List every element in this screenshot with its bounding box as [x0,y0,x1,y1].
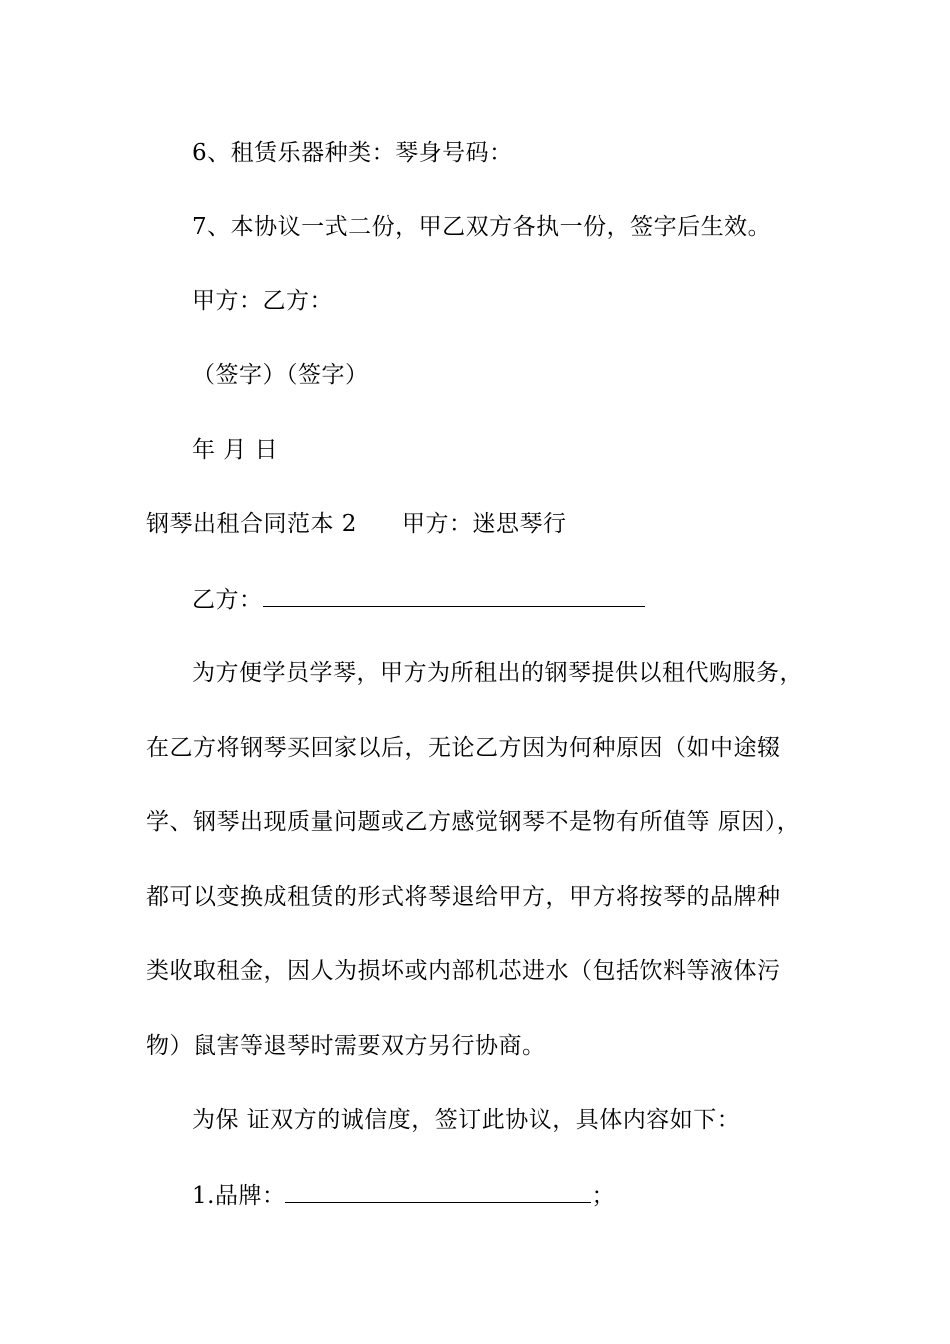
paragraph-1-line-6: 物）鼠害等退琴时需要双方另行协商。 [146,1033,546,1059]
brand-label: 1.品牌： [192,1183,286,1209]
brand-end: ； [591,1183,615,1209]
clause-7: 7、本协议一式二份，甲乙双方各执一份，签字后生效。 [192,214,772,240]
clause-6: 6、租赁乐器种类：琴身号码： [192,140,513,166]
signature-line: （签字）（签字） [192,362,369,388]
paragraph-1-line-3: 学、钢琴出现质量问题或乙方感觉钢琴不是物有所值等 原因）， [146,809,801,835]
party-a-line: 甲方：迷思琴行 [402,511,567,537]
date-line: 年 月 日 [192,437,279,463]
brand-blank [285,1180,591,1203]
paragraph-1-line-1: 为方便学员学琴，甲方为所租出的钢琴提供以租代购服务， [192,660,803,686]
contract-title: 钢琴出租合同范本 2 [146,511,357,537]
brand-line [192,1180,615,1211]
paragraph-2: 为保 证双方的诚信度，签订此协议，具体内容如下： [192,1107,741,1133]
paragraph-1-line-5: 类收取租金，因人为损坏或内部机芯进水（包括饮料等液体污 [146,958,781,984]
paragraph-1-line-2: 在乙方将钢琴买回家以后，无论乙方因为何种原因（如中途辍 [146,735,781,761]
party-b-blank [263,584,645,607]
parties-line: 甲方：乙方： [192,288,333,314]
party-b-line [192,584,645,615]
party-b-label: 乙方： [192,587,263,613]
paragraph-1-line-4: 都可以变换成租赁的形式将琴退给甲方，甲方将按琴的品牌种 [146,884,781,910]
